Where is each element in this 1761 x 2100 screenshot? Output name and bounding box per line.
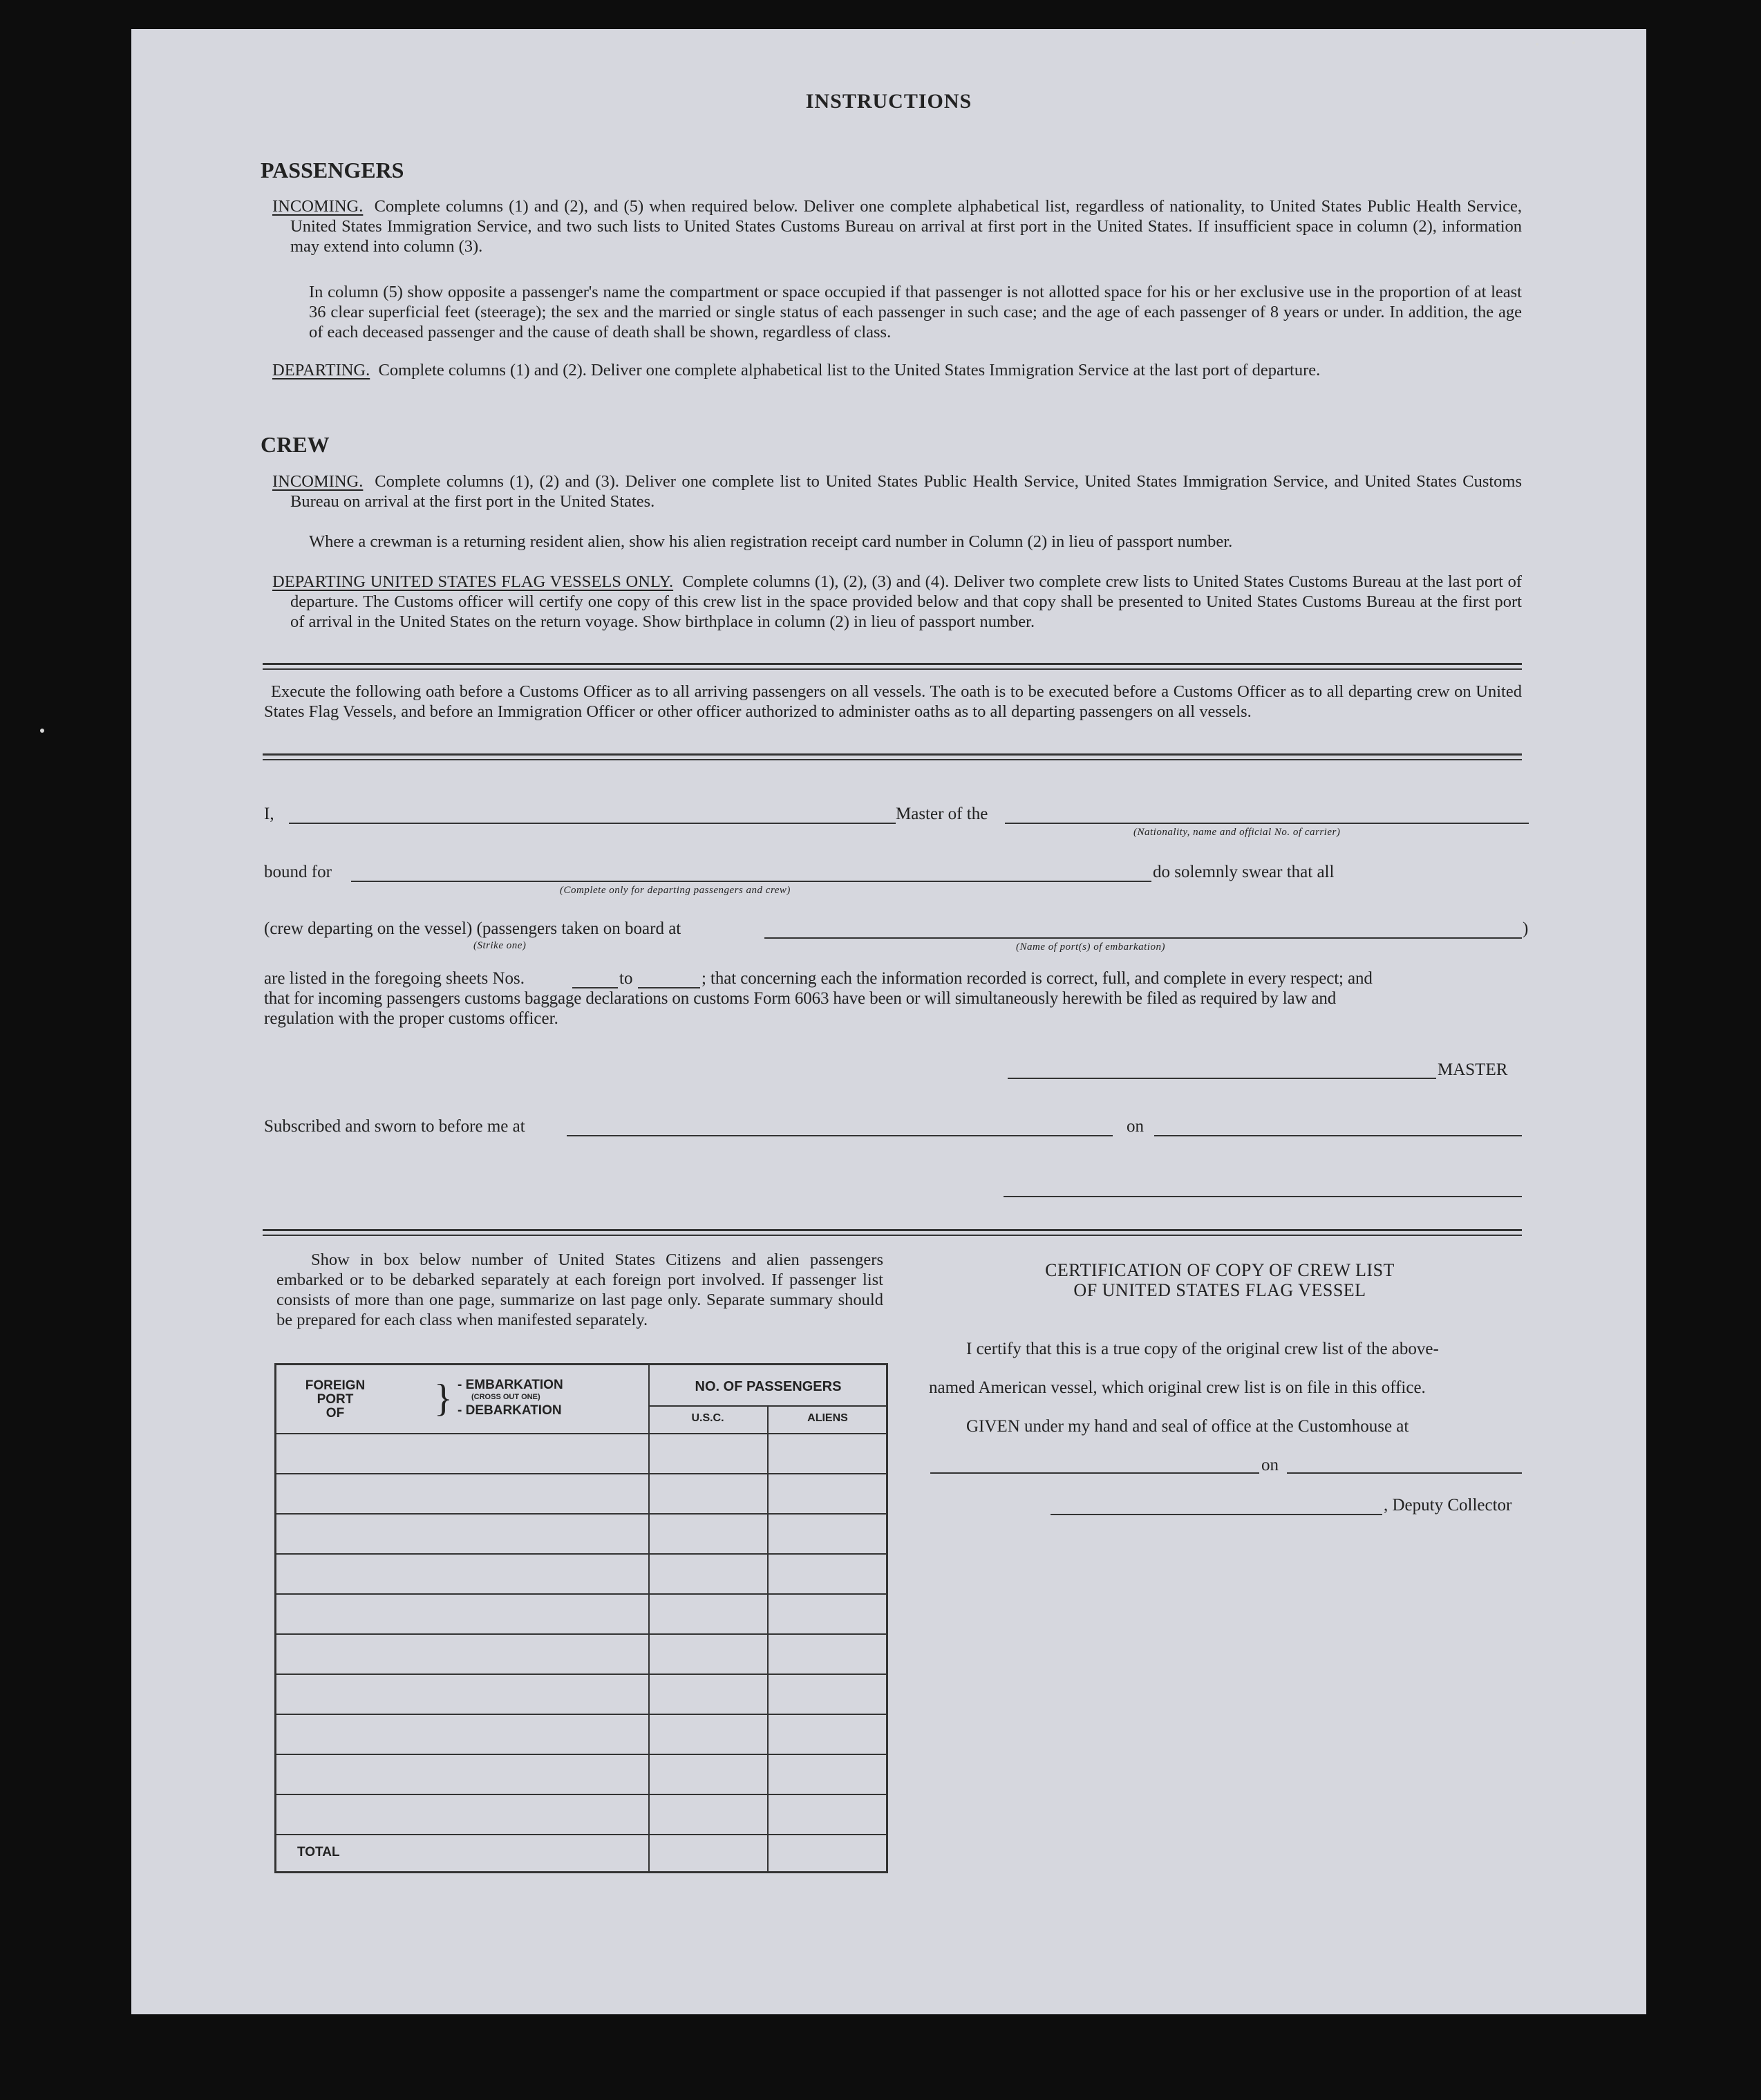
embarkation-option: - EMBARKATION — [458, 1378, 563, 1392]
deputy-signature-field[interactable] — [1051, 1514, 1382, 1515]
strike-one-caption: (Strike one) — [473, 940, 527, 951]
carrier-field[interactable] — [1005, 823, 1529, 824]
form-page — [131, 29, 1646, 2014]
listed-rest: ; that concerning each the information recorded is correct, full, and complete in every respect; and — [701, 969, 1373, 988]
passengers-incoming-text: Complete columns (1) and (2), and (5) when required below. Deliver one complete alphabetical list, regardless of nationality, to United States Public Health Service, United States Immigration Service, and two such lists to United States Customs Bureau on arrival at first port in the United States. If insufficient space in column (2), information may extend into column (3). — [290, 197, 1523, 256]
listed-line2: that for incoming passengers customs baggage declarations on customs Form 6063 have been or will simultaneously herewith be filed as required by law and — [264, 989, 1337, 1008]
passengers-column5-paragraph: In column (5) show opposite a passenger's name the compartment or space occupied if that passenger is not allotted space for his or her exclusive use in the proportion of at least 36 clear superficial feet (steerage); the sex and the married or single status of each passenger in such case; and the age of each passenger of 8 years or under. In addition, the age of each deceased passenger and the cause of death shall be shown, regardless of class. — [309, 283, 1522, 341]
listed-to: to — [619, 969, 633, 988]
customhouse-field[interactable] — [930, 1472, 1259, 1474]
passenger-summary-table — [274, 1363, 888, 1873]
certification-line1: I certify that this is a true copy of the original crew list of the above- — [966, 1340, 1439, 1358]
port-caption: (Name of port(s) of embarkation) — [1016, 941, 1165, 953]
scan-speck — [40, 729, 44, 733]
bound-for-caption: (Complete only for departing passengers and crew) — [560, 885, 791, 896]
crew-departing-text: Complete columns (1), (2), (3) and (4). Deliver two complete crew lists to United States Customs Bureau at the last port of departure. The Customs officer will certify one copy of this crew list in the space provided below and that copy shall be presented to United States Customs Bureau at the first port of arrival in the United States on the return voyage. Show birthplace in column (2) in lieu of passport number. — [290, 572, 1522, 631]
total-label: TOTAL — [297, 1845, 340, 1859]
divider-double-2 — [263, 753, 1522, 760]
sheet-to-field[interactable] — [638, 987, 700, 988]
page-title: INSTRUCTIONS — [805, 90, 972, 113]
master-signature-field[interactable] — [1008, 1078, 1436, 1079]
foreign-port-of-header: FOREIGN PORT OF — [305, 1378, 366, 1421]
passengers-incoming-paragraph — [272, 196, 1523, 256]
officer-signature-field[interactable] — [1004, 1196, 1522, 1197]
scan-speck — [1536, 43, 1538, 46]
passengers-departing-label: DEPARTING. — [272, 361, 370, 379]
crew-heading: CREW — [261, 432, 330, 457]
no-of-passengers-header: NO. OF PASSENGERS — [695, 1379, 842, 1394]
close-paren: ) — [1523, 919, 1529, 938]
swear-label: do solemnly swear that all — [1153, 863, 1335, 881]
scan-speck — [1572, 41, 1575, 44]
sheet-from-field[interactable] — [572, 987, 618, 988]
sworn-at-field[interactable] — [567, 1135, 1113, 1136]
brace-icon: } — [434, 1377, 453, 1420]
summary-note: Show in box below number of United States Citizens and alien passengers embarked or to be debarked separately at each foreign port involved. If passenger list consists of more than one page, summarize on last page only. Separate summary should be prepared for each class when manifested separately. — [276, 1250, 883, 1329]
certification-title-line1: CERTIFICATION OF COPY OF CREW LIST — [1045, 1260, 1395, 1280]
passengers-departing-paragraph — [272, 360, 1522, 380]
subscribed-label: Subscribed and sworn to before me at — [264, 1117, 525, 1136]
certification-line2: named American vessel, which original crew list is on file in this office. — [929, 1378, 1426, 1397]
crew-departing-label: DEPARTING UNITED STATES FLAG VESSELS ONLY. — [272, 572, 674, 591]
certification-date-field[interactable] — [1287, 1472, 1522, 1474]
listed-start: are listed in the foregoing sheets Nos. — [264, 969, 525, 988]
listed-line3: regulation with the proper customs officer. — [264, 1009, 558, 1028]
oath-i-label: I, — [264, 805, 274, 823]
divider-double-1 — [263, 663, 1522, 670]
deputy-collector-label: , Deputy Collector — [1384, 1496, 1512, 1515]
port-entry-cells[interactable] — [276, 1434, 647, 1832]
oath-instructions: Execute the following oath before a Customs Officer as to all arriving passengers on all vessels. The oath is to be executed before a Customs Officer as to all departing crew on United States Flag Vessels, and before an Immigration Officer or other officer authorized to administer oaths as to all departing passengers on all vessels. — [264, 682, 1522, 721]
aliens-entry-cells[interactable] — [769, 1434, 886, 1873]
passengers-incoming-label: INCOMING. — [272, 197, 364, 216]
carrier-caption: (Nationality, name and official No. of carrier) — [1133, 827, 1341, 838]
sworn-date-field[interactable] — [1154, 1135, 1522, 1136]
cross-out-note: (CROSS OUT ONE) — [471, 1393, 540, 1401]
passengers-departing-text: Complete columns (1) and (2). Deliver one complete alphabetical list to the United States Immigration Service at the last port of departure. — [378, 361, 1321, 379]
table-header-split — [648, 1405, 886, 1407]
master-of-the-label: Master of the — [896, 805, 988, 823]
usc-header: U.S.C. — [691, 1412, 724, 1424]
crew-incoming-paragraph — [272, 471, 1522, 512]
bound-for-label: bound for — [264, 863, 332, 881]
certification-line3: GIVEN under my hand and seal of office at the Customhouse at — [966, 1417, 1409, 1436]
crew-returning-paragraph: Where a crewman is a returning resident alien, show his alien registration receipt card number in Column (2) in lieu of passport number. — [309, 532, 1233, 551]
bound-for-field[interactable] — [351, 881, 1151, 882]
aliens-header: ALIENS — [807, 1412, 848, 1424]
master-name-field[interactable] — [289, 823, 896, 824]
master-label: MASTER — [1438, 1060, 1508, 1079]
crew-incoming-text: Complete columns (1), (2) and (3). Deliver one complete list to United States Public Health Service, United States Immigration Service, and United States Customs Bureau on arrival at the first port in the United States. — [290, 472, 1522, 511]
crew-incoming-label: INCOMING. — [272, 472, 364, 491]
certification-on-label: on — [1261, 1456, 1279, 1474]
usc-entry-cells[interactable] — [650, 1434, 766, 1873]
debarkation-option: - DEBARKATION — [458, 1403, 562, 1418]
divider-double-3 — [263, 1229, 1522, 1236]
crew-departing-paragraph — [272, 572, 1522, 632]
sworn-on-label: on — [1127, 1117, 1144, 1136]
passengers-heading: PASSENGERS — [261, 158, 404, 182]
port-of-embarkation-field[interactable] — [764, 937, 1522, 939]
crew-departing-label-oath: (crew departing on the vessel) (passengers taken on board at — [264, 919, 681, 938]
certification-title-line2: OF UNITED STATES FLAG VESSEL — [1073, 1280, 1366, 1300]
